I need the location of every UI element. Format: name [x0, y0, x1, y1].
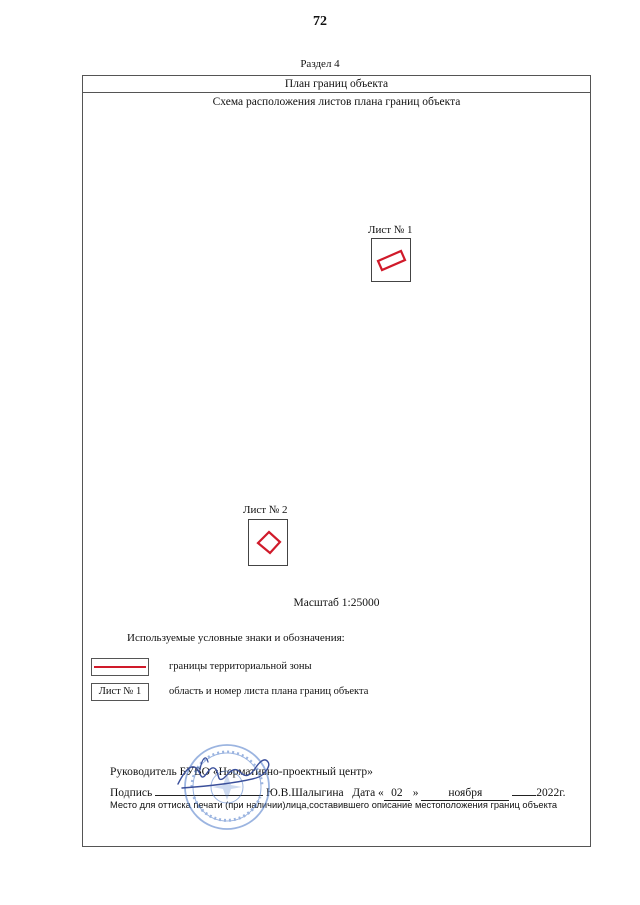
signature-icon [172, 748, 282, 796]
date-day: 02 [384, 787, 410, 801]
scale-label: Масштаб 1:25000 [293, 597, 380, 609]
date-label: Дата « [352, 787, 384, 799]
sheet-1-box [371, 238, 411, 282]
legend-sheet-sample: Лист № 1 [91, 683, 149, 701]
sheet-1-label: Лист № 1 [368, 224, 413, 236]
date-month: ноября [421, 787, 509, 801]
scheme-title: Схема расположения листов плана границ объекта [212, 96, 461, 108]
date-close: » [412, 787, 419, 799]
legend-boundary-text: границы территориальной зоны [169, 661, 312, 672]
page-number: 72 [313, 14, 327, 29]
plan-title: План границ объекта [83, 76, 590, 93]
sheet-2-label: Лист № 2 [243, 504, 288, 516]
legend-boundary-sample [91, 658, 149, 676]
signature-label: Подпись [110, 787, 153, 799]
sheet-2-boundary-icon [249, 520, 287, 565]
date-gap [512, 782, 536, 796]
legend-sheet-text: область и номер листа плана границ объекта [169, 686, 369, 697]
legend-title: Используемые условные знаки и обозначения: [127, 632, 345, 644]
sheet-2-box [248, 519, 288, 566]
sheet-1-boundary-icon [372, 239, 410, 281]
date-year: 2022г. [536, 787, 566, 799]
plan-frame [82, 75, 591, 847]
head-line: Руководитель БУВО «Нормативно-проектный центр» [110, 766, 373, 778]
section-label: Раздел 4 [300, 58, 340, 70]
signer-name: Ю.В.Шалыгина [265, 787, 344, 799]
stamp-note: Место для оттиска печати (при наличии)лица,составившего описание местоположения границ объекта [110, 800, 558, 810]
